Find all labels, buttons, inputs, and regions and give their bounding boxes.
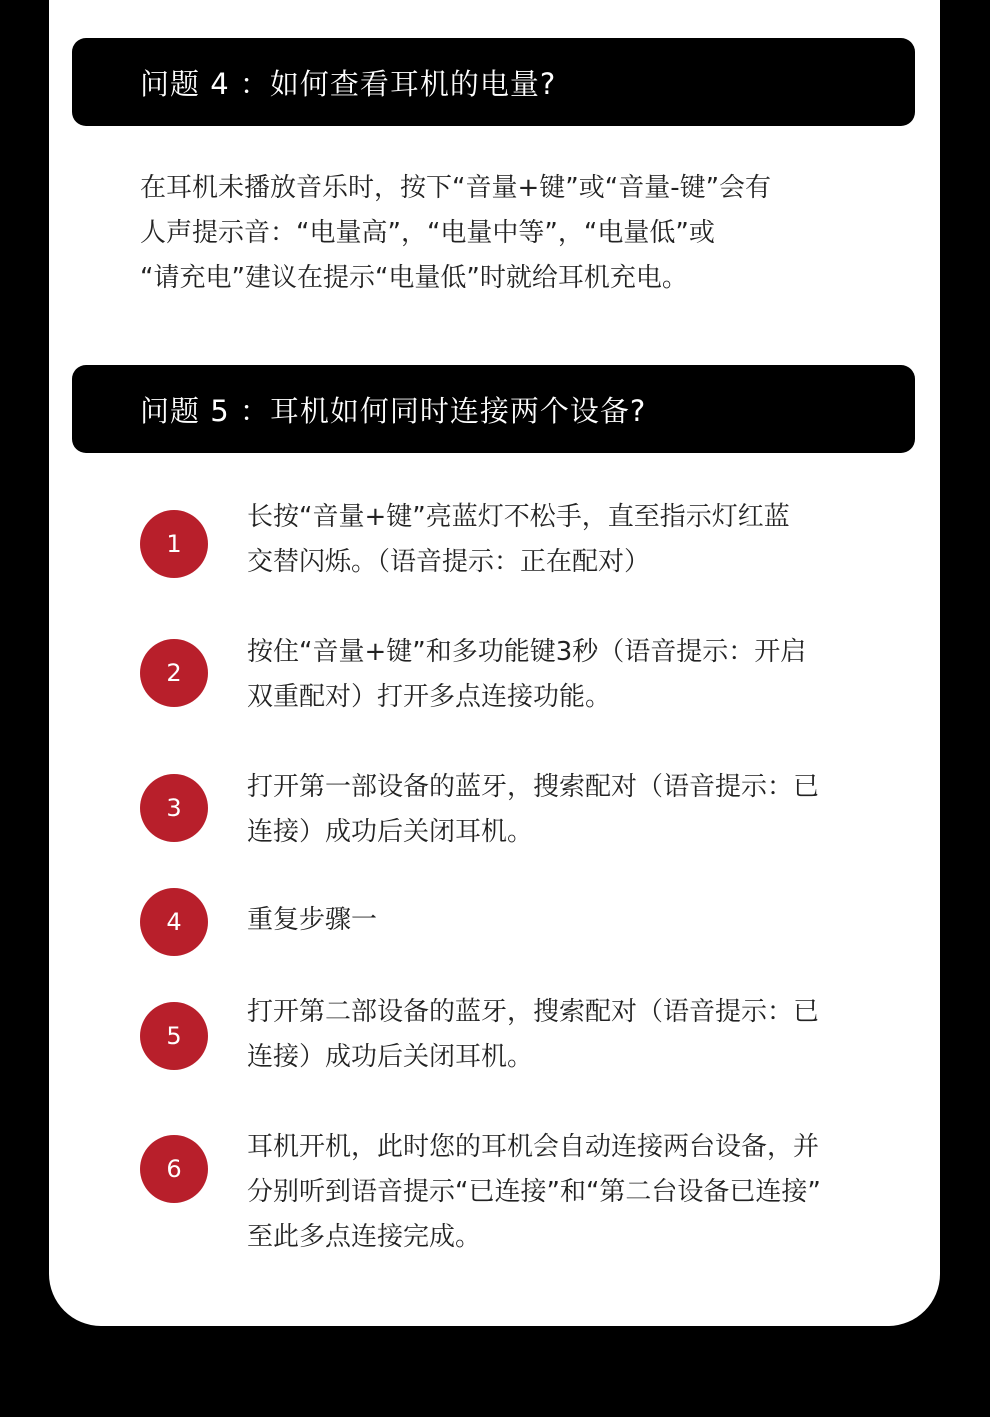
step-line: 至此多点连接完成。 (247, 1222, 482, 1252)
step-text (247, 990, 907, 1080)
step-text (247, 765, 907, 855)
step-number-badge: 2 (140, 639, 208, 707)
step-text (247, 898, 907, 943)
step-number-badge: 3 (140, 774, 208, 842)
question-5-title: 问题 5 ：耳机如何同时连接两个设备? (140, 393, 647, 428)
step-line: 打开第一部设备的蓝牙，搜索配对（语音提示：已 (247, 772, 820, 802)
question-5-header (72, 365, 915, 453)
step-line: 打开第二部设备的蓝牙，搜索配对（语音提示：已 (247, 997, 820, 1027)
answer-line: 在耳机未播放音乐时，按下“音量+键”或“音量-键”会有 (140, 173, 772, 203)
step-line: 长按“音量+键”亮蓝灯不松手，直至指示灯红蓝 (247, 502, 790, 532)
step-line: 重复步骤一 (247, 905, 378, 935)
question-4-title: 问题 4 ：如何查看耳机的电量? (140, 66, 557, 101)
step-number-badge: 1 (140, 510, 208, 578)
step-text (247, 630, 907, 720)
answer-line: 人声提示音：“电量高”，“电量中等”，“电量低”或 (140, 218, 715, 248)
step-text (247, 495, 907, 585)
step-number-badge: 4 (140, 888, 208, 956)
step-line: 按住“音量+键”和多功能键3秒（语音提示：开启 (247, 637, 807, 667)
step-number-badge: 6 (140, 1135, 208, 1203)
step-text (247, 1125, 907, 1260)
question-4-header (72, 38, 915, 126)
step-line: 连接）成功后关闭耳机。 (247, 817, 534, 847)
step-line: 连接）成功后关闭耳机。 (247, 1042, 534, 1072)
step-number-badge: 5 (140, 1002, 208, 1070)
step-line: 交替闪烁。（语音提示：正在配对） (247, 547, 651, 577)
step-line: 分别听到语音提示“已连接”和“第二台设备已连接” (247, 1177, 821, 1207)
step-line: 双重配对）打开多点连接功能。 (247, 682, 612, 712)
question-4-answer (140, 166, 880, 301)
answer-line: “请充电”建议在提示“电量低”时就给耳机充电。 (140, 263, 688, 293)
step-line: 耳机开机，此时您的耳机会自动连接两台设备，并 (247, 1132, 820, 1162)
